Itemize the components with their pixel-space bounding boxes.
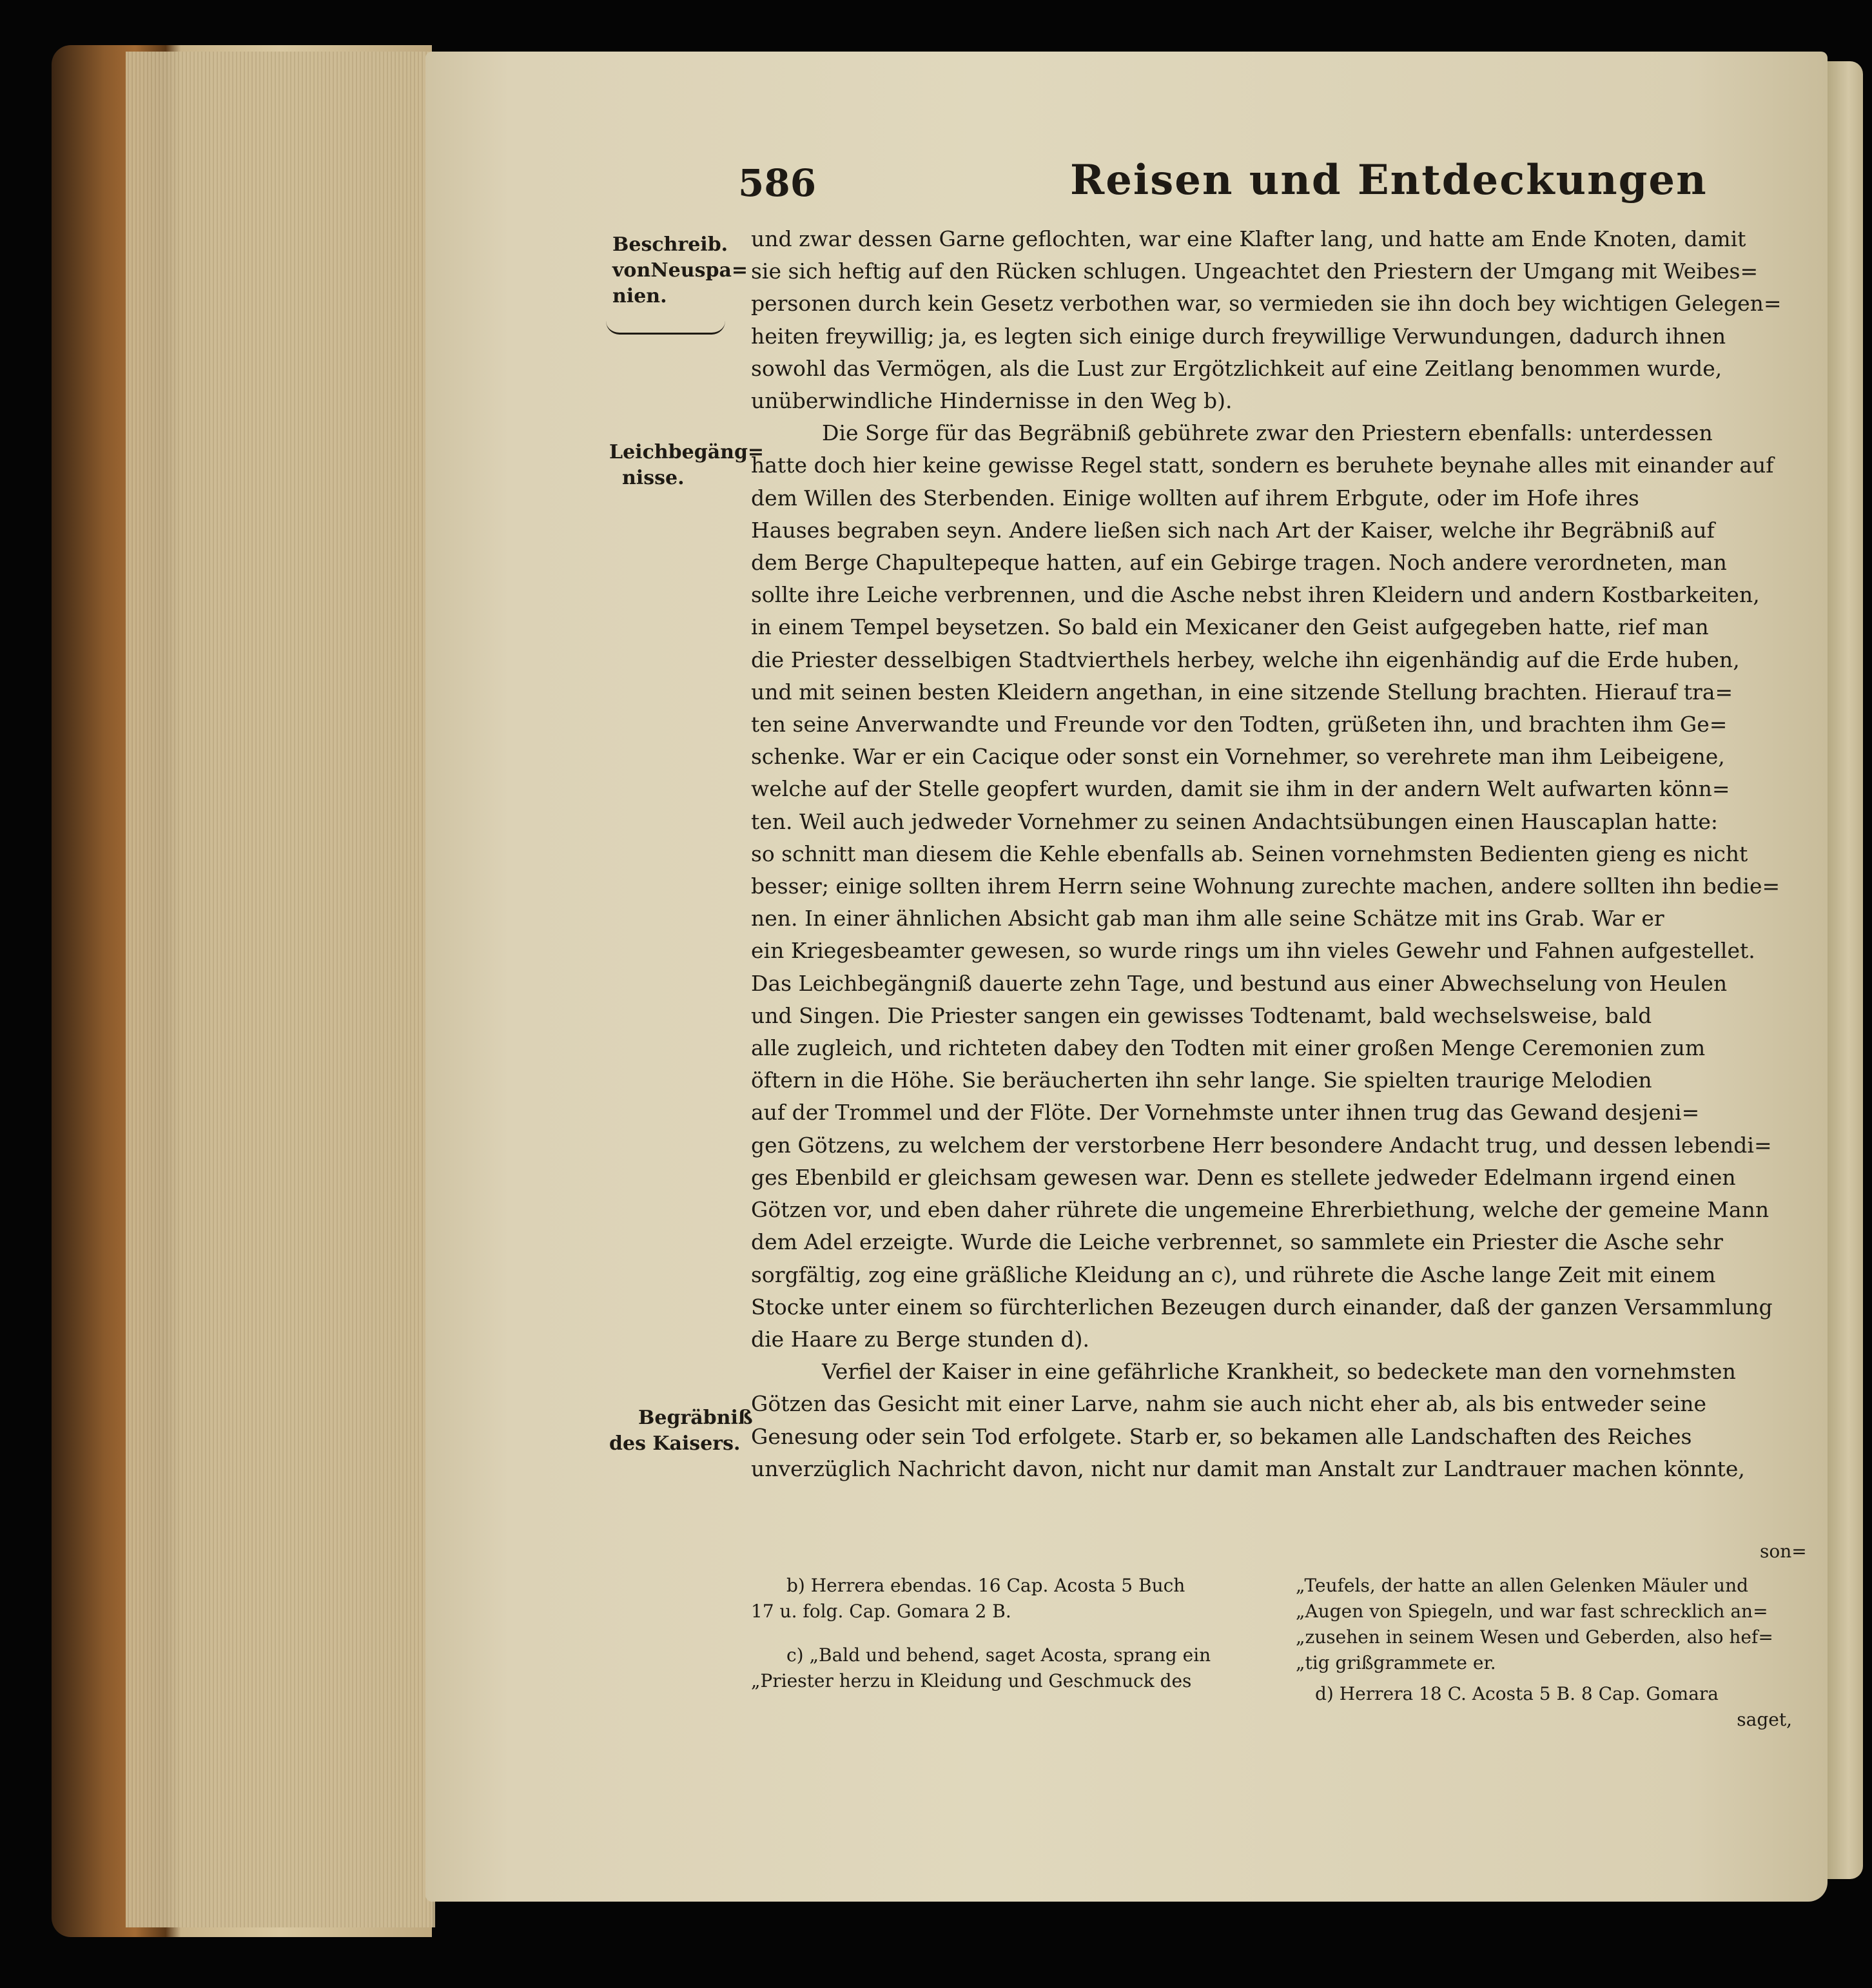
paragraph (751, 223, 1782, 417)
body-text (751, 223, 1782, 1485)
margin-note-beschreibung: Beschreib. vonNeuspa= nien. (612, 233, 748, 307)
text-line: schenke. War er ein Cacique oder sonst ein Vornehmer, so verehrete man ihm Leibeigene, (751, 744, 1725, 770)
text-line: sollte ihre Leiche verbrennen, und die Asche nebst ihren Kleidern und andern Kostbarkeiten, (751, 582, 1760, 608)
text-line: sie sich heftig auf den Rücken schlugen. Ungeachtet den Priestern der Umgang mit Weibes= (751, 258, 1759, 284)
text-line: und mit seinen besten Kleidern angethan, in eine sitzende Stellung brachten. Hierauf tra= (751, 679, 1733, 705)
text-line: ten. Weil auch jedweder Vornehmer zu seinen Andachtsübungen einen Hauscaplan hatte: (751, 808, 1719, 834)
text-line: gen Götzens, zu welchem der verstorbene Herr besondere Andacht trug, und dessen lebendi= (751, 1132, 1772, 1158)
text-line: Die Sorge für das Begräbniß gebührete zwar den Priestern ebenfalls: unterdessen (822, 420, 1713, 446)
facing-page-edge (1828, 61, 1863, 1879)
text-line: heiten freywillig; ja, es legten sich einige durch freywillige Verwundungen, dadurch ihnen (751, 323, 1726, 349)
text-line: Stocke unter einem so fürchterlichen Bezeugen durch einander, daß der ganzen Versammlung (751, 1294, 1773, 1320)
text-line: personen durch kein Gesetz verbothen war, so vermieden sie ihn doch bey wichtigen Gelegen= (751, 291, 1782, 317)
text-line: Hauses begraben seyn. Andere ließen sich nach Art der Kaiser, welche ihr Begräbniß auf (751, 517, 1715, 543)
text-line: ten seine Anverwandte und Freunde vor den Todten, grüßeten ihn, und brachten ihm Ge= (751, 712, 1728, 737)
text-line: Genesung oder sein Tod erfolgete. Starb er, so bekamen alle Landschaften des Reiches (751, 1423, 1692, 1449)
text-line: besser; einige sollten ihrem Herrn seine Wohnung zurechte machen, andere sollten ihn bedie= (751, 873, 1780, 899)
text-line: dem Adel erzeigte. Wurde die Leiche verbrennet, so sammlete ein Priester die Asche sehr (751, 1229, 1723, 1255)
text-line: ges Ebenbild er gleichsam gewesen war. Denn es stellete jedweder Edelmann irgend einen (751, 1164, 1736, 1190)
footnote-b: b) Herrera ebendas. 16 Cap. Acosta 5 Buch 17 u. folg. Cap. Gomara 2 B. (751, 1575, 1185, 1622)
text-line: und Singen. Die Priester sangen ein gewisses Todtenamt, bald wechselsweise, bald (751, 1002, 1652, 1028)
page-edges (126, 52, 435, 1927)
text-line: die Haare zu Berge stunden d). (751, 1326, 1090, 1352)
text-line: hatte doch hier keine gewisse Regel statt, sondern es beruhete beynahe alles mit einander auf (751, 453, 1774, 478)
footnote-c-continued: „Teufels, der hatte an allen Gelenken Mäuler und „Augen von Spiegeln, und war fast schrecklich an= „zusehen in seinem Wesen und Geberden, also hef= „tig grißgrammete er. (1296, 1575, 1773, 1673)
text-line: und zwar dessen Garne geflochten, war eine Klafter lang, und hatte am Ende Knoten, damit (751, 226, 1746, 251)
running-title: Reisen und Entdeckungen (1070, 156, 1708, 204)
footnote-c: c) „Bald und behend, saget Acosta, sprang ein „Priester herzu in Kleidung und Geschmuck des (751, 1644, 1211, 1691)
text-line: in einem Tempel beysetzen. So bald ein Mexicaner den Geist aufgegeben hatte, rief man (751, 614, 1709, 640)
page-number: 586 (738, 161, 817, 205)
margin-brace (606, 321, 725, 335)
text-line: alle zugleich, und richteten dabey den Todten mit einer großen Menge Ceremonien zum (751, 1035, 1706, 1061)
text-line: sowohl das Vermögen, als die Lust zur Ergötzlichkeit auf eine Zeitlang benommen wurde, (751, 355, 1722, 381)
paragraph (751, 417, 1782, 1356)
text-line: nen. In einer ähnlichen Absicht gab man ihm alle seine Schätze mit ins Grab. War er (751, 906, 1664, 931)
text-line: Götzen vor, und eben daher rührete die ungemeine Ehrerbiethung, welche der gemeine Mann (751, 1197, 1770, 1223)
text-line: welche auf der Stelle geopfert wurden, damit sie ihm in der andern Welt aufwarten könn= (751, 776, 1730, 802)
catchword: son= (1760, 1541, 1807, 1562)
text-line: die Priester desselbigen Stadtvierthels herbey, welche ihn eigenhändig auf die Erde huben, (751, 647, 1740, 672)
text-line: Verfiel der Kaiser in eine gefährliche Krankheit, so bedeckete man den vornehmsten (822, 1359, 1736, 1385)
margin-note-begraebniss-kaisers: Begräbniß des Kaisers. (609, 1407, 753, 1455)
text-line: unüberwindliche Hindernisse in den Weg b). (751, 388, 1233, 414)
text-line: auf der Trommel und der Flöte. Der Vornehmste unter ihnen trug das Gewand desjeni= (751, 1100, 1700, 1126)
paragraph (751, 1356, 1782, 1485)
text-line: dem Berge Chapultepeque hatten, auf ein Gebirge tragen. Noch andere verordneten, man (751, 550, 1727, 576)
text-line: unverzüglich Nachricht davon, nicht nur damit man Anstalt zur Landtrauer machen könnte, (751, 1456, 1745, 1481)
text-line: dem Willen des Sterbenden. Einige wollten auf ihrem Erbgute, oder im Hofe ihres (751, 485, 1639, 511)
text-line: Götzen das Gesicht mit einer Larve, nahm sie auch nicht eher ab, als bis entweder seine (751, 1391, 1707, 1417)
text-line: öftern in die Höhe. Sie beräucherten ihn sehr lange. Sie spielten traurige Melodien (751, 1067, 1652, 1093)
text-line: so schnitt man diesem die Kehle ebenfalls ab. Seinen vornehmsten Bedienten gieng es nicht (751, 841, 1748, 866)
footnote-d: d) Herrera 18 C. Acosta 5 B. 8 Cap. Gomara saget, (1315, 1683, 1792, 1730)
text-line: ein Kriegesbeamter gewesen, so wurde rings um ihn vieles Gewehr und Fahnen aufgestellet. (751, 938, 1755, 964)
text-line: sorgfältig, zog eine gräßliche Kleidung an c), und rührete die Asche lange Zeit mit einem (751, 1262, 1716, 1287)
footnotes-right-column (1296, 1573, 1792, 1751)
footnotes-left-column (751, 1573, 1260, 1712)
text-line: Das Leichbegängniß dauerte zehn Tage, und bestund aus einer Abwechselung von Heulen (751, 970, 1728, 996)
margin-note-leichbegaengnisse: Leichbegäng= nisse. (609, 441, 765, 489)
